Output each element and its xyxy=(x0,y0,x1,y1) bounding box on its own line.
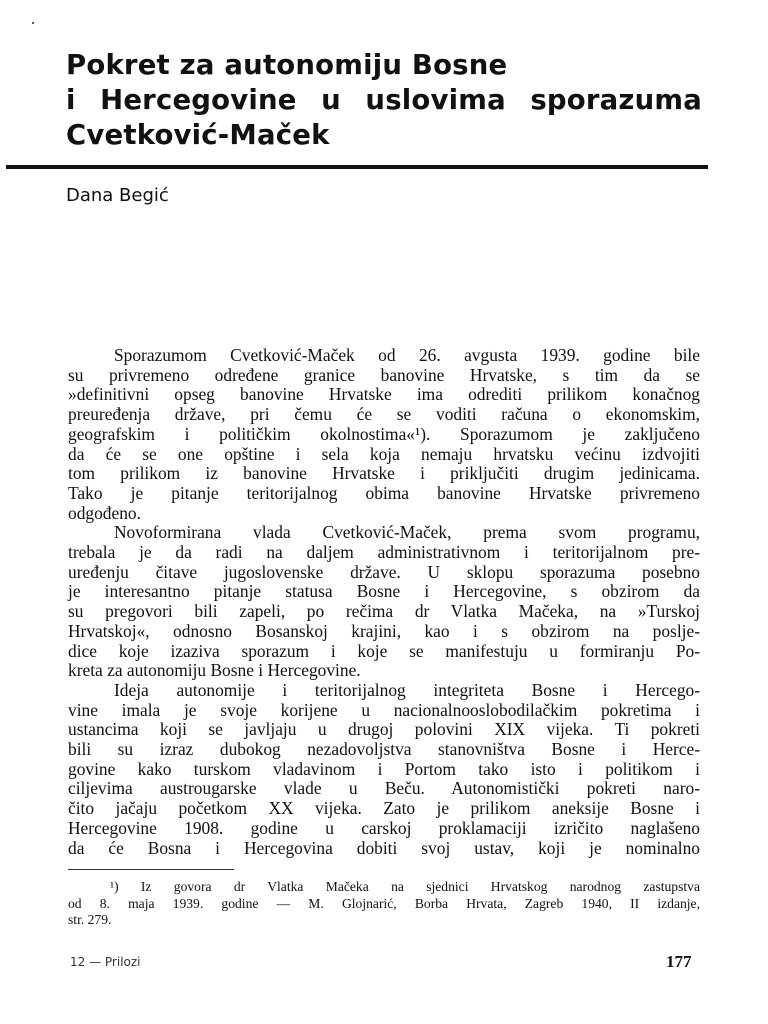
footnote xyxy=(68,879,700,929)
footnote-line: od 8. maja 1939. godine — M. Glojnarić, Borba Hrvata, Zagreb 1940, II izdanje, xyxy=(68,895,700,911)
text-line: dice koje izaziva sporazum i koje se manifestuju u formiranju Po- xyxy=(68,640,700,661)
title-line: Pokret za autonomiju Bosne xyxy=(66,49,508,81)
title-line: i Hercegovine u uslovima sporazuma xyxy=(66,84,702,116)
text-line: čito jačaju početkom XX vijeka. Zato je prilikom aneksije Bosne i xyxy=(68,798,700,819)
paragraph-3 xyxy=(68,681,700,858)
footnote-line: ¹) Iz govora dr Vlatka Mačeka na sjednici Hrvatskog narodnog zastupstva xyxy=(110,879,700,894)
text-line: ciljevima austrougarske vlade u Beču. Autonomistički pokreti naro- xyxy=(68,778,700,799)
paragraph-1 xyxy=(68,346,700,523)
text-line: Hercegovine 1908. godine u carskoj proklamaciji izričito naglašeno xyxy=(68,817,700,838)
text-line: »definitivni opseg banovine Hrvatske ima odrediti prilikom konačnog xyxy=(68,384,700,405)
paragraph-2 xyxy=(68,523,700,681)
scan-speck xyxy=(32,22,34,24)
text-line: tom prilikom iz banovine Hrvatske i priključiti drugim jedinicama. xyxy=(68,463,700,484)
footnote-divider xyxy=(68,869,234,870)
text-line: da će se one opštine i sela koja nemaju hrvatsku većinu izdvojiti xyxy=(68,443,700,464)
text-line: geografskim i političkim okolnostima«¹). Sporazumom je zaključeno xyxy=(68,423,700,444)
article-body xyxy=(68,346,700,858)
title-line: Cvetković-Maček xyxy=(66,119,330,151)
text-line: trebala je da radi na daljem administrativnom i teritorijalnom pre- xyxy=(68,542,700,563)
text-line: ustancima koji se javljaju u drugoj polovini XIX vijeka. Ti pokreti xyxy=(68,719,700,740)
running-footer: 12 — Prilozi xyxy=(70,955,141,969)
text-line: Sporazumom Cvetković-Maček od 26. avgusta 1939. godine bile xyxy=(114,345,700,365)
author-name: Dana Begić xyxy=(66,185,169,206)
text-line: su pregovori bili zapeli, po rečima dr Vlatka Mačeka, na »Turskoj xyxy=(68,601,700,622)
text-line: Novoformirana vlada Cvetković-Maček, prema svom programu, xyxy=(114,522,700,543)
article-title xyxy=(66,48,726,153)
text-line: govine kako turskom vladavinom i Portom tako isto i politikom i xyxy=(68,758,700,779)
text-line: bili su izraz dubokog nezadovoljstva stanovništva Bosne i Herce- xyxy=(68,739,700,760)
text-line: vine imala je svoje korijene u nacionalnooslobodilačkim pokretima i xyxy=(68,699,700,720)
page-number: 177 xyxy=(666,952,692,971)
text-line: kreta za autonomiju Bosne i Hercegovine. xyxy=(68,660,361,681)
text-line: su privremeno određene granice banovine Hrvatske, s tim da se xyxy=(68,364,700,385)
text-line: Tako je pitanje teritorijalnog obima banovine Hrvatske privremeno xyxy=(68,482,700,503)
title-divider xyxy=(6,165,708,169)
text-line: Ideja autonomije i teritorijalnog integriteta Bosne i Hercego- xyxy=(114,679,700,700)
text-line: uređenju čitave jugoslovenske države. U sklopu sporazuma posebno xyxy=(68,561,700,582)
footnote-line: str. 279. xyxy=(68,912,112,927)
text-line: je interesantno pitanje statusa Bosne i Hercegovine, s obzirom da xyxy=(68,581,700,602)
text-line: odgođeno. xyxy=(68,502,141,523)
text-line: da će Bosna i Hercegovina dobiti svoj ustav, koji je nominalno xyxy=(68,837,700,858)
text-line: Hrvatskoj«, odnosno Bosanskoj krajini, kao i s obzirom na poslje- xyxy=(68,620,700,641)
text-line: preuređenja države, pri čemu će se voditi računa o ekonomskim, xyxy=(68,404,700,425)
